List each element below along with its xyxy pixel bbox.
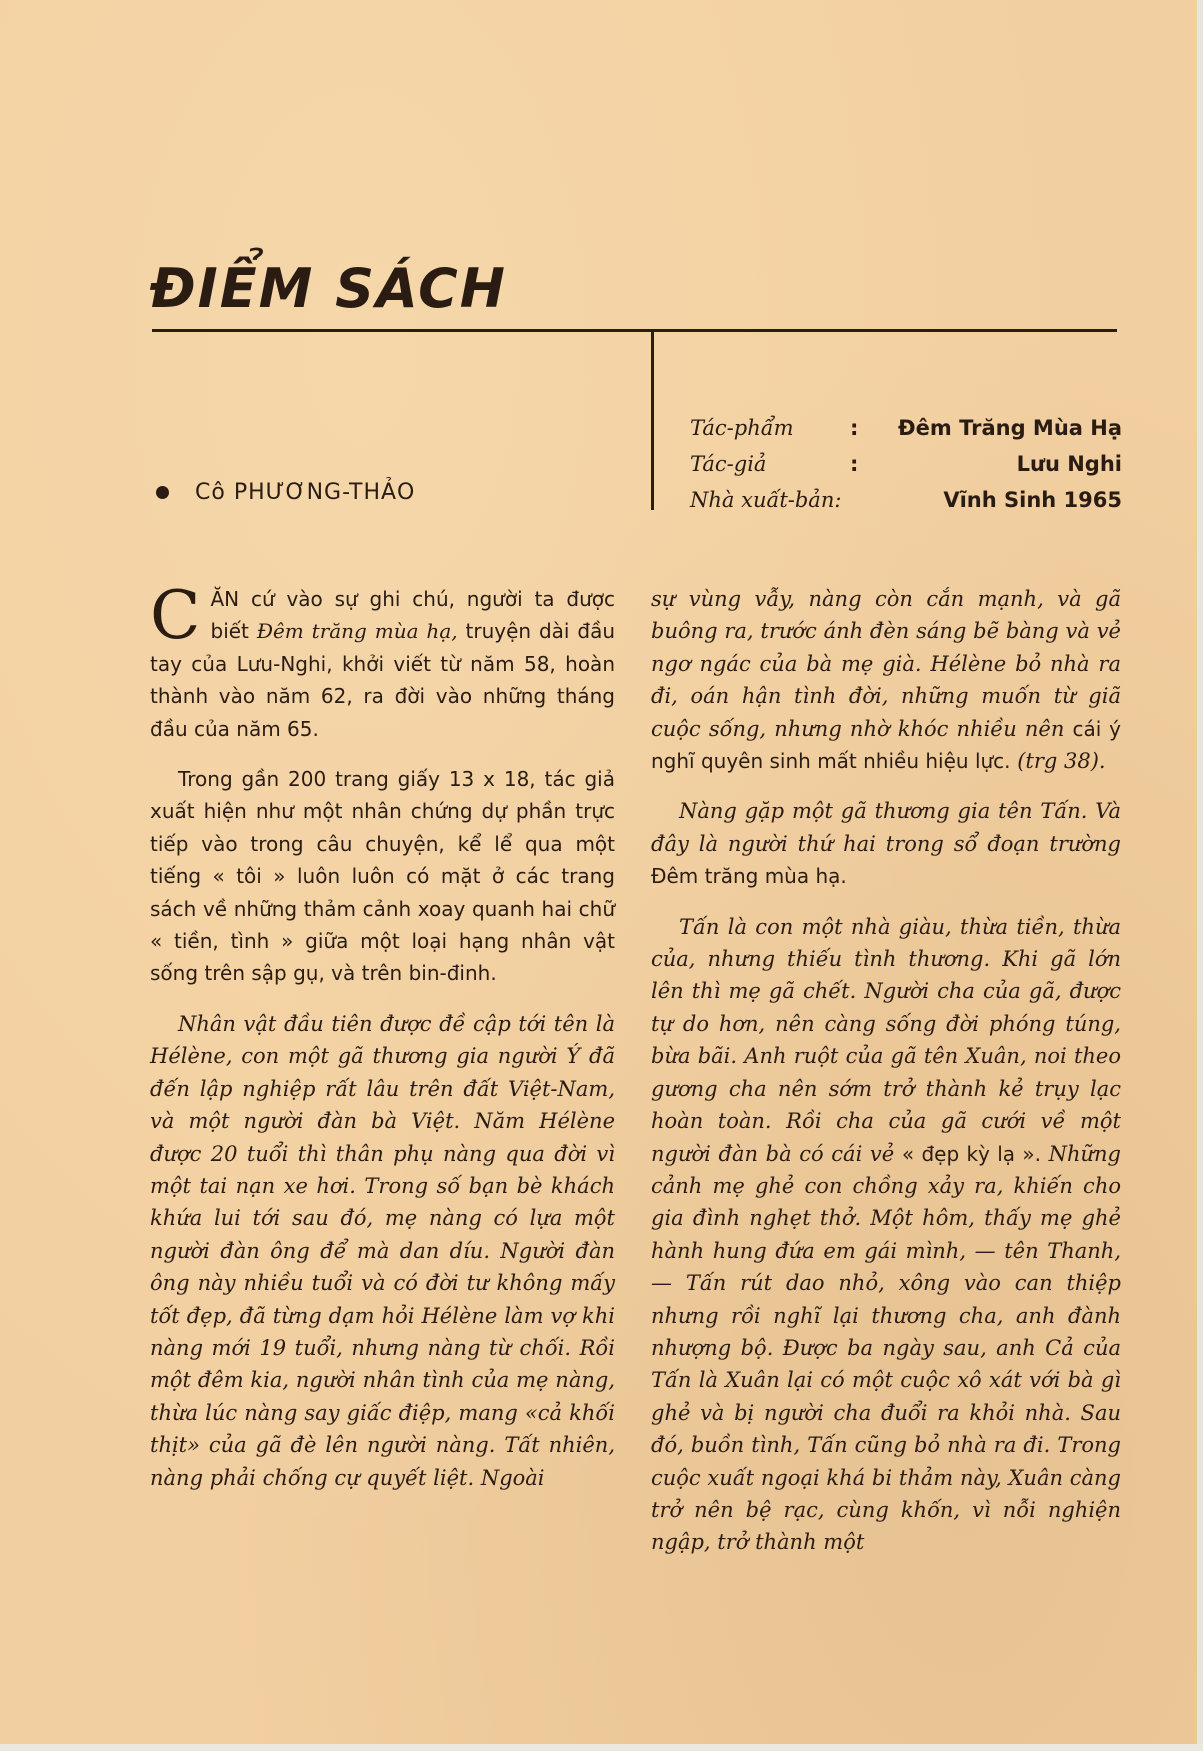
publisher-value: Vĩnh Sinh 1965: [943, 488, 1122, 512]
book-info-work: [690, 410, 1122, 446]
paragraph-3: Nhân vật đầu tiên được đề cập tới tên là Hélène, con một gã thương gia người Ý đã đến lập nghiệp rất lâu trên đất Việt-Nam, và một người đàn bà Việt. Năm Hélène được 20 tuổi thì thân phụ nàng qua đời vì một tai nạn xe hơi. Trong số bạn bè khách khứa lui tới sau đó, mẹ nàng có lựa một người đàn ông để mà dan díu. Người đàn ông này nhiều tuổi và có đời tư không mấy tốt đẹp, đã từng dạm hỏi Hélène làm vợ khi nàng mới 19 tuổi, nhưng nàng từ chối. Rồi một đêm kia, người nhân tình của mẹ nàng, thừa lúc nàng say giấc điệp, mang «cả khối thịt» của gã đè lên người nàng. Tất nhiên, nàng phải chống cự quyết liệt. Ngoài: [150, 1011, 615, 1490]
header-divider: [651, 332, 654, 510]
scan-edge-right: [1197, 0, 1203, 1751]
section-title: ĐIỂM SÁCH: [150, 257, 508, 320]
header-rule: [152, 329, 1117, 332]
column-left: [150, 577, 616, 1494]
p1-rest: truyện dài đầu tay của Lưu-Nghi, khởi viết từ năm 58, hoàn thành vào năm 62, ra đời vào những tháng đầu của năm 65.: [150, 619, 616, 741]
work-colon: :: [850, 416, 859, 440]
p5-italic: Nàng gặp một gã thương gia tên Tấn. Và đây là người thứ hai trong sổ đoạn trường: [651, 799, 1121, 856]
publisher-label: Nhà xuất-bản:: [690, 488, 842, 512]
work-value: Đêm Trăng Mùa Hạ: [898, 416, 1122, 440]
paragraph-6: [651, 911, 1121, 1559]
paragraph-5: [651, 795, 1121, 892]
book-info: [690, 410, 1122, 518]
p4-regular: cái ý nghĩ quyên sinh mất nhiều hiệu lực.: [651, 716, 1121, 774]
p4-ref: (trg 38).: [1017, 749, 1106, 774]
reviewer-byline: [156, 480, 415, 505]
bullet-icon: [156, 486, 169, 499]
author-value: Lưu Nghi: [1016, 452, 1122, 476]
p1-start: ĂN cứ vào sự ghi chú, người ta được biết: [210, 587, 615, 644]
scan-edge-bottom: [0, 1744, 1203, 1751]
paragraph-4: [651, 583, 1121, 777]
drop-cap: C: [150, 577, 201, 654]
book-info-author: [690, 446, 1122, 482]
paragraph-2: Trong gần 200 trang giấy 13 x 18, tác giả xuất hiện như một nhân chứng dự phần trực tiếp vào trong câu chuyện, kể lể qua một tiếng « tôi » luôn luôn có mặt ở các trang sách về những thảm cảnh xoay quanh hai chữ « tiền, tình » giữa một loại hạng nhân vật sống trên sập gụ, và trên bin-đinh.: [150, 767, 615, 986]
p5-regular: Đêm trăng mùa hạ.: [651, 864, 847, 889]
author-label: Tác-giả: [690, 452, 767, 476]
work-label: Tác-phẩm: [690, 416, 794, 440]
author-colon: :: [850, 452, 859, 476]
p6-italic-a: Tấn là con một nhà giàu, thừa tiền, thừa của, nhưng thiếu tình thương. Khi gã lớn lên thì mẹ gã chết. Người cha của gã, được tự do hơn, nên càng sống đời phóng túng, bừa bãi. Anh ruột của gã tên Xuân, noi theo gương cha nên sớm trở thành kẻ trụy lạc hoàn toàn. Rồi cha của gã cưới về một người đàn bà có cái vẻ: [651, 914, 1121, 1166]
column-right: [651, 583, 1121, 1559]
p1-book-title: Đêm trăng mùa hạ,: [256, 619, 458, 644]
p4-italic: sự vùng vẫy, nàng còn cắn mạnh, và gã buông ra, trước ánh đèn sáng bẽ bàng và vẻ ngơ ngác của bà mẹ già. Hélène bỏ nhà ra đi, oán hận tình đời, những muốn từ giã cuộc sống, nhưng nhờ khóc nhiều nên: [651, 587, 1121, 741]
book-info-publisher: [690, 482, 1122, 518]
p6-regular: « đẹp kỳ lạ ».: [901, 1141, 1041, 1166]
p6-italic-b: Những cảnh mẹ ghẻ con chồng xảy ra, khiến cho gia đình nghẹt thở. Một hôm, thấy mẹ ghẻ hành hung đứa em gái mình, — tên Thanh, — Tấn rút dao nhỏ, xông vào can thiệp nhưng rồi nghĩ lại thương cha, anh đành nhượng bộ. Được ba ngày sau, anh Cả của Tấn là Xuân lại có một cuộc xô xát với bà gì ghẻ và bị người cha đuổi ra khỏi nhà. Sau đó, buồn tình, Tấn cũng bỏ nhà ra đi. Trong cuộc xuất ngoại khá bi thảm này, Xuân càng trở nên bệ rạc, cùng khốn, vì nỗi nghiện ngập, trở thành một: [651, 1141, 1121, 1555]
reviewer-name: Cô PHƯƠNG-THẢO: [195, 480, 416, 505]
paragraph-1: [150, 577, 616, 745]
